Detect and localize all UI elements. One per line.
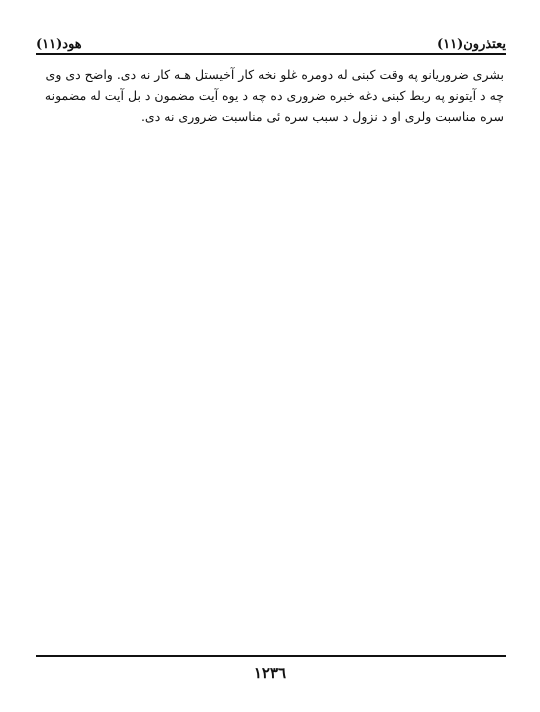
header-right-title: يعتذرون(١١) bbox=[436, 37, 506, 52]
body-line: سره مناسبت ولرى او د نزول د سبب سره ئى مناسبت ضرورى نه دى. bbox=[140, 109, 504, 124]
header-left-title: هود(١١) bbox=[36, 37, 82, 52]
page-number: ١٢٣٦ bbox=[253, 664, 287, 682]
footer-rule bbox=[36, 655, 506, 657]
page-header bbox=[36, 30, 506, 52]
header-rule bbox=[36, 53, 506, 55]
body-line: چه د آيتونو په ربط كبنى دغه خبره ضرورى ده چه د يوه آيت مضمون د بل آيت له مضمونه bbox=[44, 88, 504, 103]
body-text bbox=[38, 64, 504, 127]
body-line: بشرى ضروريانو په وقت كبنى له دومره غلو نخه كار آخيستل هـه كار نه دى. واضح دى وى bbox=[45, 67, 504, 82]
